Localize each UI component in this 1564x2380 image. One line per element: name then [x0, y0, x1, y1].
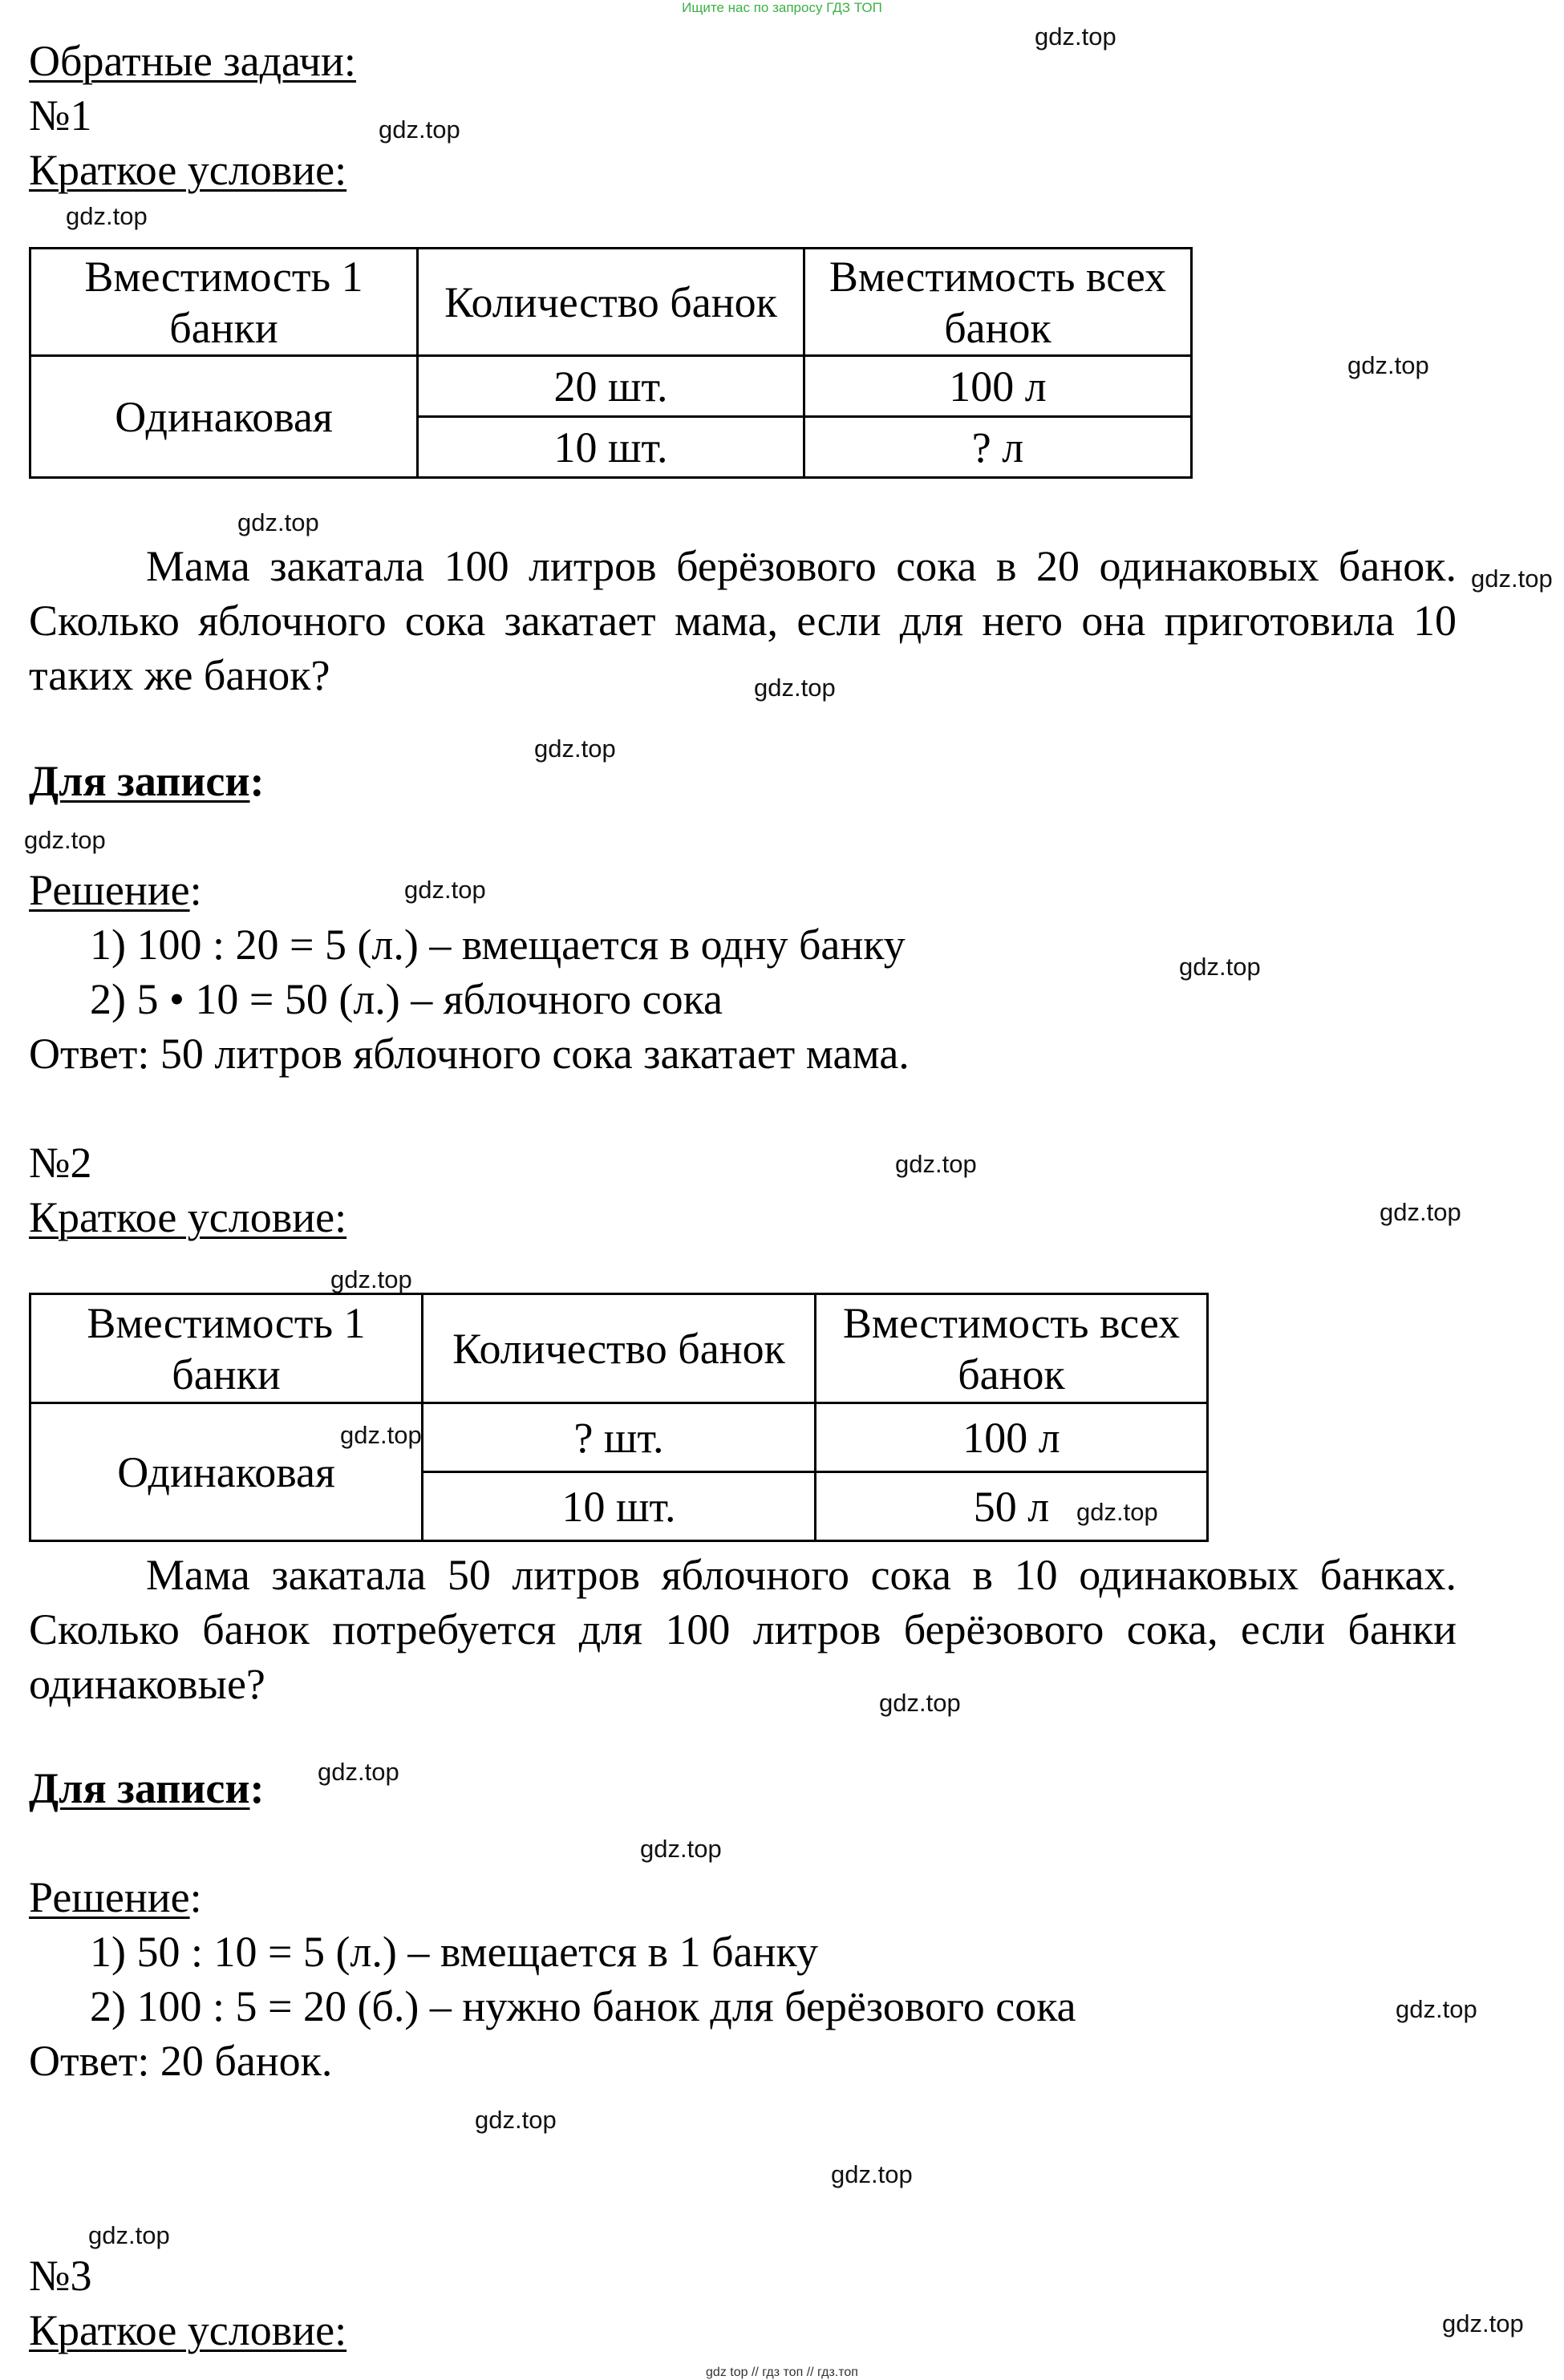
problem1-text: Мама закатала 100 литров берёзового сока в 20 одинаковых банок. Сколько яблочного сока закатает мама, если для него она приготовила 10 таких же банок?: [29, 542, 1457, 699]
watermark: gdz.top: [330, 1265, 412, 1293]
watermark: gdz.top: [1396, 1995, 1477, 2023]
watermark: gdz.top: [88, 2221, 170, 2249]
problem2-table: [29, 1293, 1209, 1542]
table-header-cell: Вместимость всех банок: [804, 249, 1192, 356]
watermark: gdz.top: [66, 202, 148, 230]
table-cell: 10 шт.: [423, 1472, 816, 1541]
problem1-step: 1) 100 : 20 = 5 (л.) – вмещается в одну банку: [90, 921, 906, 969]
problem2-short-condition: Краткое условие:: [29, 1193, 347, 1241]
watermark: gdz.top: [1442, 2309, 1524, 2338]
watermark: gdz.top: [831, 2160, 913, 2188]
problem2-answer: Ответ: 20 банок.: [29, 2037, 333, 2085]
watermark: gdz.top: [404, 876, 486, 904]
problem1-number: №1: [29, 91, 92, 140]
problem2-step: 2) 100 : 5 = 20 (б.) – нужно банок для берёзового сока: [90, 1982, 1076, 2030]
problem1-step: 2) 5 • 10 = 50 (л.) – яблочного сока: [90, 975, 723, 1023]
table-cell: ? л: [804, 417, 1192, 478]
watermark: gdz.top: [379, 115, 460, 144]
watermark: gdz.top: [895, 1150, 977, 1178]
table-merged-cell: Одинаковая: [30, 356, 418, 478]
page-title: [29, 35, 356, 87]
watermark: gdz.top: [340, 1421, 422, 1449]
problem3-number: №3: [29, 2252, 92, 2300]
watermark: gdz.top: [24, 826, 106, 854]
watermark: gdz.top: [237, 508, 319, 536]
problem2-notes-label: Для записи:: [29, 1764, 265, 1812]
watermark: gdz.top: [1347, 351, 1429, 379]
problem2-step: 1) 50 : 10 = 5 (л.) – вмещается в 1 банку: [90, 1928, 818, 1976]
table-header-cell: Вместимость 1 банки: [30, 1294, 423, 1403]
watermark: gdz.top: [1380, 1198, 1461, 1226]
watermark: gdz.top: [879, 1689, 961, 1717]
watermark: gdz.top: [318, 1758, 399, 1786]
problem1-solution-label: Решение:: [29, 866, 202, 914]
table-header-cell: Вместимость всех банок: [816, 1294, 1208, 1403]
table-cell: 100 л: [816, 1403, 1208, 1472]
table-cell: 10 шт.: [418, 417, 804, 478]
table-cell: 100 л: [804, 356, 1192, 417]
watermark: gdz.top: [1035, 22, 1116, 51]
watermark: gdz.top: [475, 2106, 557, 2134]
watermark: gdz.top: [1076, 1498, 1158, 1526]
problem2-text: Мама закатала 50 литров яблочного сока в 10 одинаковых банках. Сколько банок потребуется для 100 литров берёзового сока, если банки одинаковые?: [29, 1551, 1457, 1708]
watermark: gdz.top: [754, 674, 836, 702]
problem3-short-condition: Краткое условие:: [29, 2306, 347, 2354]
table-header-cell: Вместимость 1 банки: [30, 249, 418, 356]
table-header-cell: Количество банок: [423, 1294, 816, 1403]
problem1-notes-label: Для записи:: [29, 757, 265, 805]
table-cell: ? шт.: [423, 1403, 816, 1472]
problem1-short-condition: Краткое условие:: [29, 146, 347, 194]
watermark: gdz.top: [1179, 953, 1261, 981]
watermark: gdz.top: [640, 1835, 722, 1863]
watermark: gdz.top: [1471, 565, 1553, 593]
problem2-solution-label: Решение:: [29, 1873, 202, 1921]
table-merged-cell: Одинаковая: [30, 1403, 423, 1541]
problem2-number: №2: [29, 1139, 92, 1187]
problem1-answer: Ответ: 50 литров яблочного сока закатает мама.: [29, 1030, 910, 1078]
table-header-cell: Количество банок: [418, 249, 804, 356]
problem1-table: [29, 247, 1193, 479]
table-cell: 20 шт.: [418, 356, 804, 417]
top-banner: Ищите нас по запросу ГДЗ ТОП: [682, 0, 882, 15]
bottom-banner: gdz top // гдз топ // гдз.топ: [706, 2366, 858, 2379]
heading-text: Обратные задачи:: [29, 37, 356, 85]
table-cell: 50 л: [816, 1472, 1208, 1541]
watermark: gdz.top: [534, 735, 616, 763]
